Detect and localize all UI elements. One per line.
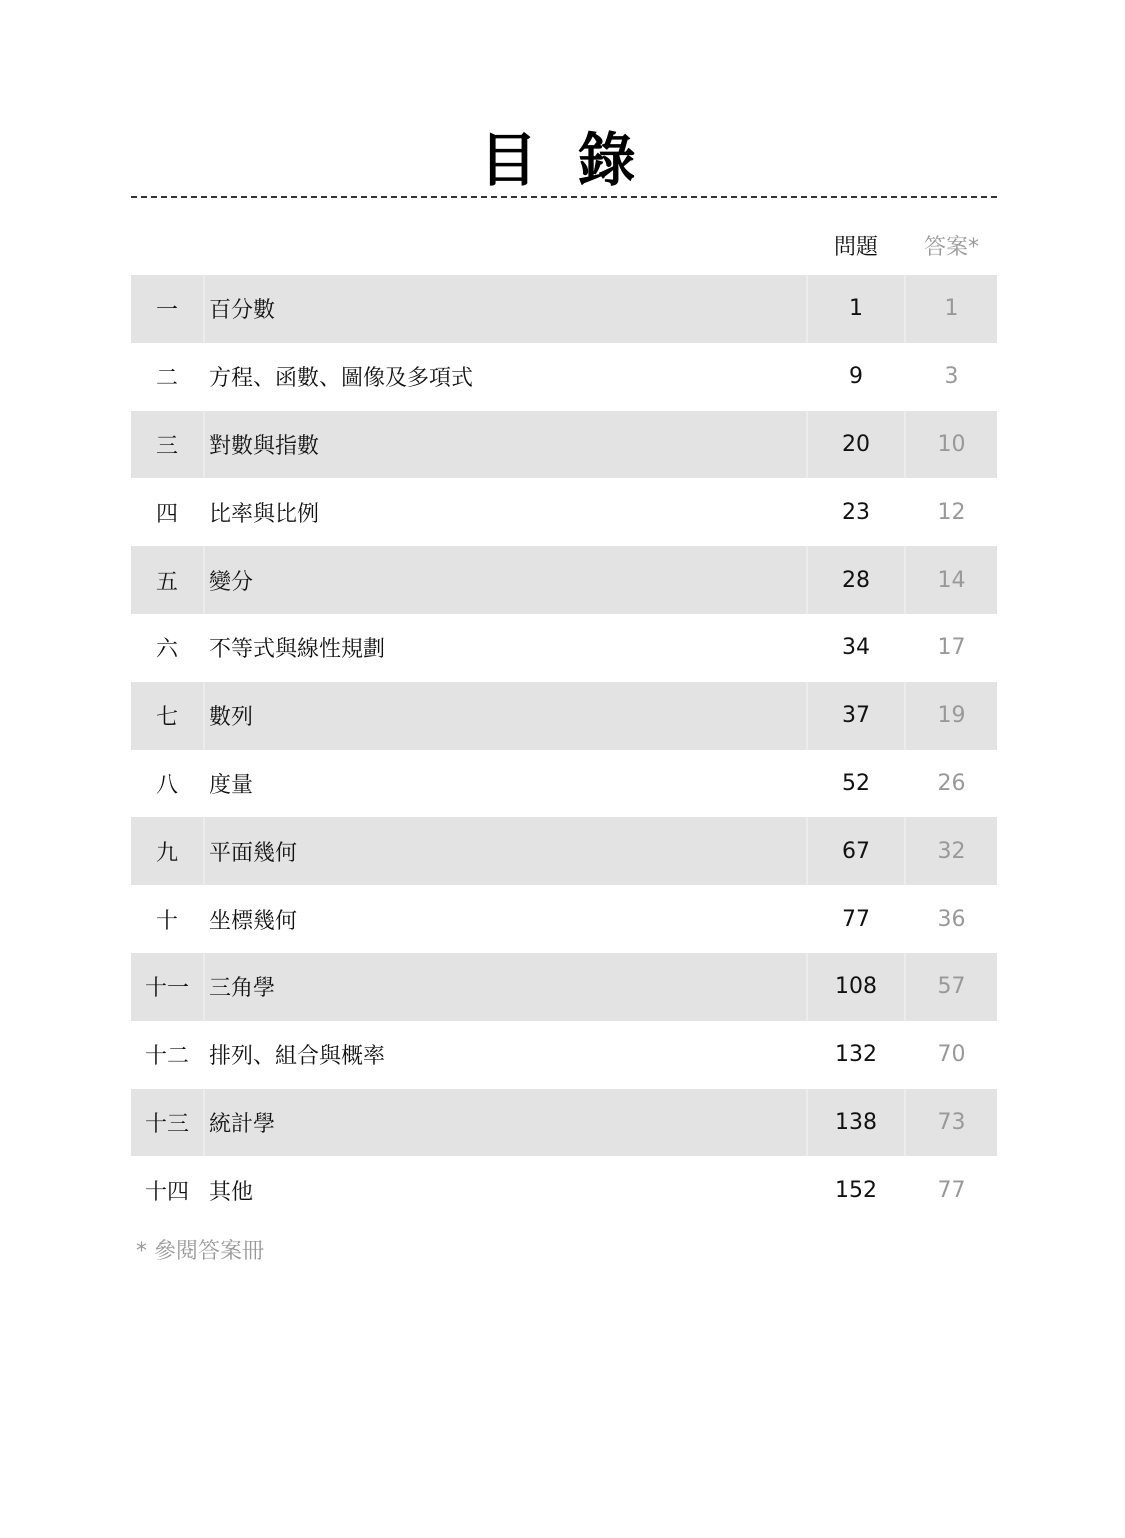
toc-row[interactable] [131, 1156, 997, 1224]
answer-page: 17 [937, 635, 966, 661]
question-page: 152 [835, 1177, 877, 1203]
question-page: 37 [842, 703, 870, 729]
chapter-title: 其他 [209, 1179, 254, 1205]
chapter-number: 十三 [144, 1111, 189, 1137]
answer-page: 26 [937, 770, 966, 796]
toc-row[interactable] [131, 478, 997, 546]
question-page: 77 [842, 906, 870, 932]
answer-page: 10 [937, 431, 966, 457]
answer-page: 19 [937, 703, 966, 729]
chapter-number: 三 [155, 433, 178, 459]
chapter-title: 方程、函數、圖像及多項式 [209, 366, 474, 392]
chapter-title: 比率與比例 [209, 501, 320, 527]
chapter-number: 一 [155, 298, 178, 324]
chapter-number: 十 [155, 908, 178, 934]
column-separator [203, 953, 205, 1021]
chapter-number: 六 [155, 637, 178, 663]
toc-row[interactable] [131, 817, 997, 885]
column-separator [203, 1089, 205, 1157]
chapter-number: 七 [155, 705, 178, 731]
chapter-title: 三角學 [209, 976, 276, 1002]
answers-column-header: 答案* [923, 235, 979, 260]
toc-row[interactable] [131, 546, 997, 614]
chapter-number: 十一 [144, 976, 189, 1002]
toc-row[interactable] [131, 885, 997, 953]
chapter-title: 平面幾何 [209, 840, 298, 866]
question-page: 9 [849, 364, 863, 390]
question-page: 52 [842, 770, 870, 796]
answer-page: 77 [937, 1177, 966, 1203]
question-page: 23 [842, 499, 870, 525]
column-separator [203, 682, 205, 750]
column-separator [203, 546, 205, 614]
answer-page: 57 [937, 974, 966, 1000]
answer-page: 14 [937, 567, 966, 593]
chapter-title: 數列 [209, 705, 254, 731]
chapter-number: 十二 [144, 1044, 189, 1070]
chapter-number: 八 [155, 772, 178, 798]
question-page: 108 [835, 974, 877, 1000]
answer-page: 73 [937, 1109, 966, 1135]
toc-row[interactable] [131, 1089, 997, 1157]
column-separator [203, 275, 205, 343]
toc-row[interactable] [131, 614, 997, 682]
question-page: 1 [849, 296, 863, 322]
footnote: * 參閱答案冊 [136, 1239, 264, 1264]
answer-page: 32 [937, 838, 966, 864]
chapter-number: 九 [155, 840, 178, 866]
question-page: 34 [842, 635, 870, 661]
dashed-divider [131, 196, 997, 198]
question-page: 132 [835, 1042, 877, 1068]
chapter-title: 百分數 [209, 298, 276, 324]
toc-row[interactable] [131, 343, 997, 411]
question-page: 67 [842, 838, 870, 864]
question-page: 138 [835, 1109, 877, 1135]
chapter-number: 五 [155, 569, 178, 595]
chapter-title: 對數與指數 [209, 433, 320, 459]
chapter-title: 排列、組合與概率 [209, 1044, 386, 1070]
chapter-number: 二 [155, 366, 178, 392]
chapter-title: 不等式與線性規劃 [209, 637, 386, 663]
chapter-title: 統計學 [209, 1111, 276, 1137]
chapter-title: 度量 [209, 772, 254, 798]
answer-page: 3 [944, 364, 959, 390]
questions-column-header: 問題 [833, 235, 878, 260]
answer-page: 70 [937, 1042, 966, 1068]
answer-page: 36 [937, 906, 966, 932]
column-separator [203, 817, 205, 885]
answer-page: 1 [944, 296, 959, 322]
toc-row[interactable] [131, 275, 997, 343]
chapter-title: 坐標幾何 [209, 908, 298, 934]
answer-page: 12 [937, 499, 966, 525]
question-page: 20 [842, 431, 870, 457]
toc-row[interactable] [131, 411, 997, 479]
question-page: 28 [842, 567, 870, 593]
chapter-number: 四 [155, 501, 178, 527]
toc-row[interactable] [131, 682, 997, 750]
table-of-contents [131, 275, 997, 1224]
chapter-number: 十四 [144, 1179, 189, 1205]
column-separator [203, 411, 205, 479]
chapter-title: 變分 [209, 569, 254, 595]
page-title: 目 錄 [479, 126, 646, 194]
toc-row[interactable] [131, 750, 997, 818]
toc-row[interactable] [131, 1021, 997, 1089]
toc-row[interactable] [131, 953, 997, 1021]
